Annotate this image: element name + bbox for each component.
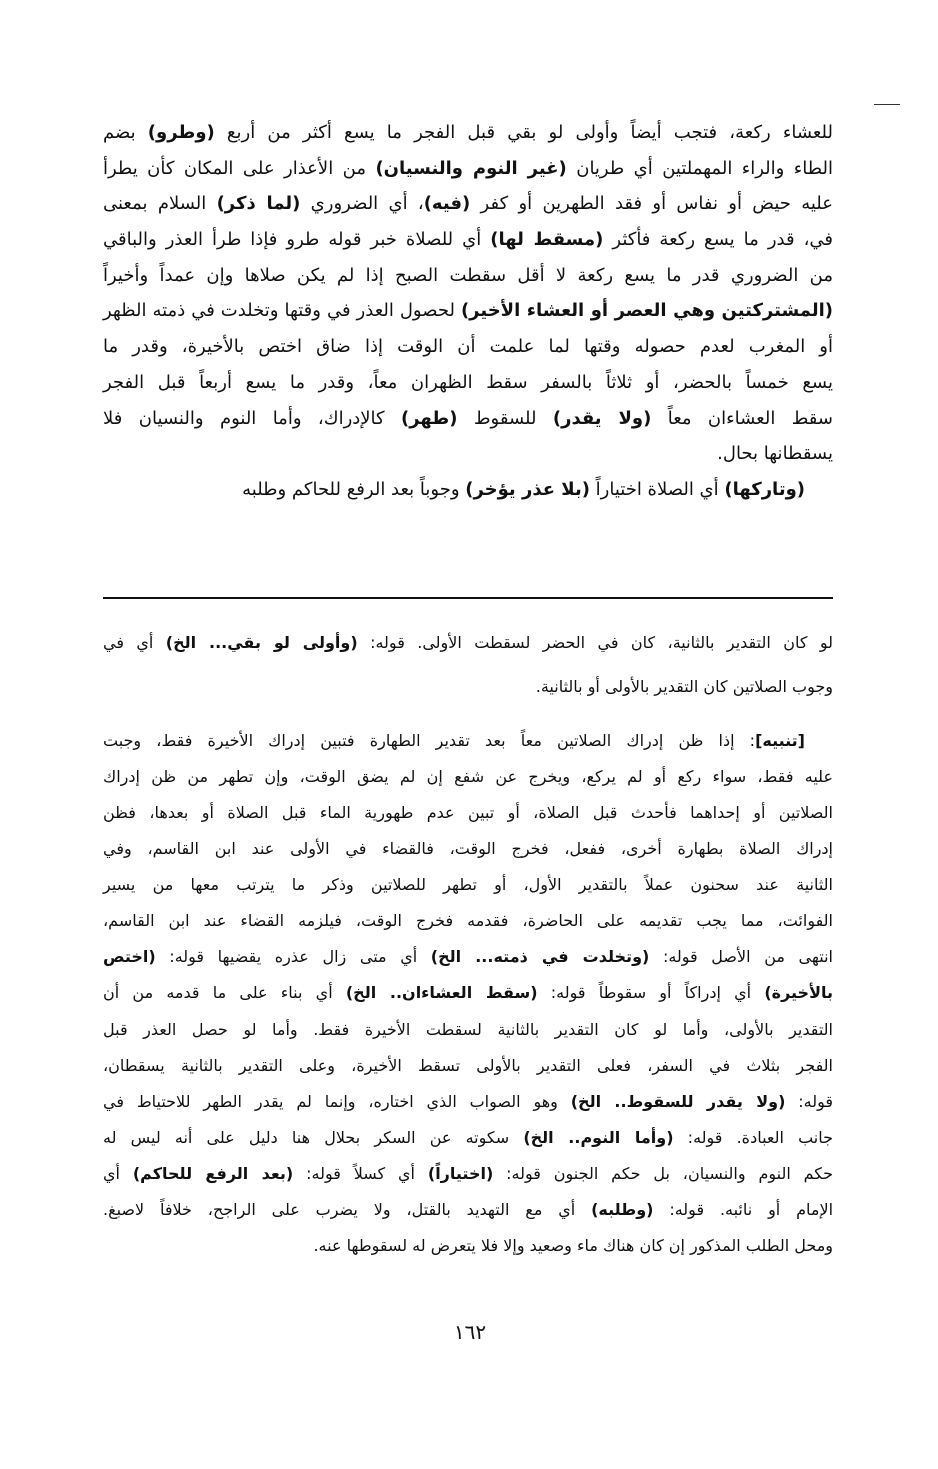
text-segment: عليه فقط، سواء ركع أو لم يركع، ويخرج عن شفع إن لم يضق الوقت، وإن تطهر من ظن إدراك [103, 767, 833, 787]
text-segment: أي بناء على ما قدمه من أن [103, 983, 346, 1003]
text-line [103, 1012, 833, 1048]
text-segment: للسقوط [457, 407, 553, 429]
text-line [103, 795, 833, 831]
text-segment: : إذا ظن إدراك الصلاتين معاً بعد تقدير الطهارة فتبين إدراك الأخيرة فقط، وجبت [103, 731, 756, 750]
text-line [103, 1156, 833, 1192]
text-segment: أي للصلاة خبر قوله طرو فإذا طرأ العذر والباقي [103, 229, 491, 251]
text-segment: يسع خمساً بالحضر، أو ثلاثاً بالسفر سقط الظهران معاً، وقدر ما يسع أربعاً قبل الفجر [103, 371, 833, 393]
text-line [103, 222, 833, 258]
text-segment: قوله: [785, 1091, 834, 1111]
bold-text-segment: بالأخيرة) [764, 983, 834, 1003]
text-segment: انتهى من الأصل قوله: [649, 947, 833, 967]
bold-text-segment: (اختياراً) [427, 1163, 494, 1183]
text-line [103, 975, 833, 1011]
footnote-paragraph-2 [103, 723, 833, 1264]
text-line [103, 1084, 833, 1120]
text-segment: وجوب الصلاتين كان التقدير بالأولى أو بالثانية. [535, 677, 833, 696]
footnote-paragraph-1 [103, 621, 833, 709]
bold-text-segment: (المشتركتين وهي العصر أو العشاء الأخير) [460, 300, 833, 322]
text-segment: الثانية عند سحنون عملاً بالتقدير الأول، أو تطهر للصلاتين وذكر ما يترتب معها من يسير [103, 875, 833, 895]
bold-text-segment: (بعد الرفع للحاكم) [132, 1163, 294, 1183]
text-line [103, 151, 833, 187]
footnote-separator [103, 597, 833, 599]
bold-text-segment: (وطلبه) [591, 1199, 654, 1219]
text-line [103, 621, 833, 665]
text-line [103, 903, 833, 939]
text-segment: جانب العبادة. قوله: [673, 1127, 834, 1147]
text-segment: في، قدر ما يسع ركعة فأكثر [603, 229, 833, 251]
text-segment: الفوائت، مما يجب تقديمه على الحاضرة، فقدمه فخرج الوقت، فيلزمه القضاء عند ابن القاسم، [103, 911, 833, 931]
text-segment: أي كسلاً قوله: [293, 1163, 428, 1183]
bold-text-segment: (لما ذكر) [216, 193, 301, 215]
text-segment: لحصول العذر في وقتها وتخلدت في ذمته الظهر [103, 300, 461, 322]
bold-text-segment: (ولا يقدر) [552, 407, 652, 429]
text-segment: الإمام أو نائبه. قوله: [653, 1199, 834, 1219]
bold-text-segment: (اختص [103, 947, 156, 967]
text-segment: أي في [103, 633, 166, 652]
text-line [103, 1120, 833, 1156]
text-segment: حكم النوم والنسيان، بل حكم الجنون قوله: [493, 1163, 833, 1183]
text-segment: أي متى زال عذره يقضيها قوله: [155, 947, 431, 967]
text-segment: ، أي الضروري [300, 193, 424, 215]
bold-text-segment: (وأما النوم.. الخ) [523, 1127, 674, 1147]
text-line [103, 1228, 833, 1264]
bold-text-segment: (وتاركها) [724, 478, 805, 500]
text-segment: وجوباً بعد الرفع للحاكم وطلبه [242, 478, 466, 500]
text-line [103, 831, 833, 867]
bold-text-segment: (غير النوم والنسيان) [375, 157, 567, 179]
text-line [103, 115, 833, 151]
text-segment: وهو الصواب الذي اختاره، وإنما لم يقدر الطهر للاحتياط في [103, 1091, 571, 1111]
text-segment: أي مع التهديد بالقتل، ولا يضرب على الراجح، خلافاً لاصبغ. [103, 1199, 592, 1219]
text-segment: أي إدراكاً أو سقوطاً قوله: [537, 983, 765, 1003]
text-line [103, 401, 833, 437]
text-segment: للعشاء ركعة، فتجب أيضاً وأولى لو بقي قبل الفجر ما يسع أكثر من أربع [214, 122, 834, 143]
text-line [103, 436, 833, 472]
text-segment: من الأعذار على المكان كأن يطرأ [103, 157, 376, 179]
bold-text-segment: (بلا عذر يؤخر) [465, 478, 590, 500]
text-segment: أي [103, 1163, 133, 1183]
text-segment: عليه حيض أو نفاس أو فقد الطهرين أو كفر [470, 193, 833, 215]
bold-text-segment: (وطرو) [147, 122, 215, 143]
text-line [103, 867, 833, 903]
text-line [103, 759, 833, 795]
text-segment: ومحل الطلب المذكور إن كان هناك ماء وصعيد وإلا فلا يتعرض له لسقوطها عنه. [313, 1235, 833, 1255]
text-line [103, 665, 833, 709]
text-line [103, 293, 833, 329]
text-segment: التقدير بالأولى، وأما لو كان التقدير بالثانية لسقطت الأخيرة فقط. وأما لو حصل العذر قبل [103, 1019, 833, 1039]
text-segment: أو المغرب لعدم حصوله وقتها لما علمت أن الوقت إذا ضاق اختص بالأخيرة، وقدر ما [103, 336, 833, 358]
bold-text-segment: (وتخلدت في ذمته... الخ) [430, 947, 650, 967]
text-line [103, 329, 833, 365]
bold-text-segment: [تنبيه] [755, 731, 805, 750]
text-line [103, 1192, 833, 1228]
bold-text-segment: (ولا يقدر للسقوط.. الخ) [570, 1091, 786, 1111]
bold-text-segment: (وأولى لو بقي... الخ) [165, 633, 358, 652]
text-line [103, 939, 833, 975]
text-segment: سقط العشاءان معاً [651, 407, 833, 429]
text-line [103, 186, 833, 222]
text-segment: السلام بمعنى [103, 193, 217, 215]
bold-text-segment: (فيه) [423, 193, 471, 215]
text-segment: يسقطانها بحال. [717, 443, 833, 465]
bold-text-segment: (مسقط لها) [490, 229, 604, 251]
bold-text-segment: (طهر) [401, 407, 458, 429]
text-line [103, 365, 833, 401]
text-segment: إدراك الصلاة بطهارة أخرى، ففعل، فخرج الوقت، فالقضاء في الأولى عند ابن القاسم، وفي [103, 839, 833, 859]
main-text [103, 115, 833, 508]
margin-mark [874, 104, 900, 105]
text-segment: أي الصلاة اختياراً [589, 478, 725, 500]
text-line [103, 723, 833, 759]
page-number: ١٦٢ [453, 1320, 487, 1344]
text-segment: من الضروري قدر ما يسع ركعة لا أقل سقطت الصبح إذا لم يكن صلاها وإن عمداً وأخيراً [103, 264, 833, 286]
bold-text-segment: (سقط العشاءان.. الخ) [345, 983, 538, 1003]
text-segment: الطاء والراء المهملتين أي طريان [566, 157, 833, 179]
text-segment: كالإدراك، وأما النوم والنسيان فلا [103, 407, 401, 429]
text-segment: لو كان التقدير بالثانية، كان في الحضر لسقطت الأولى. قوله: [357, 633, 834, 652]
text-line [103, 258, 833, 294]
text-segment: سكوته عن السكر بحلال هنا دليل على أنه ليس له [103, 1127, 524, 1147]
text-line [103, 472, 833, 508]
text-segment: الفجر بثلاث في السفر، فعلى التقدير بالأولى تسقط الأخيرة، وعلى التقدير بالثانية يسقطان، [103, 1055, 833, 1075]
text-segment: بضم [103, 122, 148, 143]
text-line [103, 1048, 833, 1084]
text-segment: الصلاتين أو إحداهما فأحدث قبل الصلاة، أو تبين عدم طهورية الماء قبل الصلاة أو بعدها، فظن [103, 803, 833, 823]
